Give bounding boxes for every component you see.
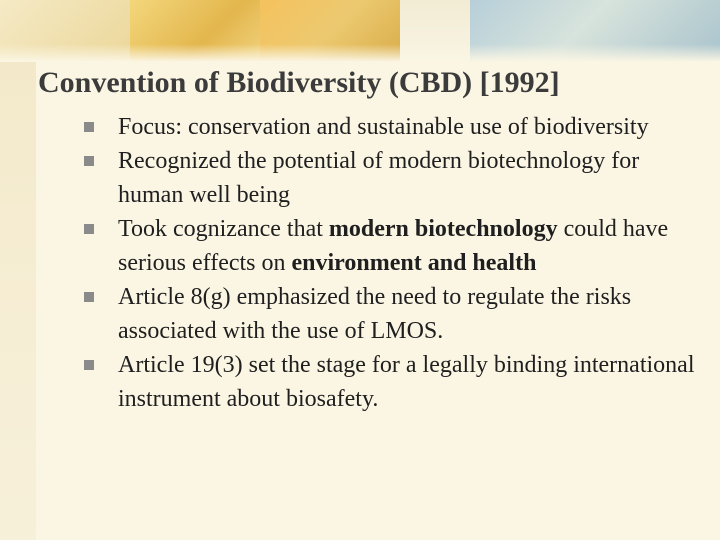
square-bullet-icon bbox=[84, 292, 94, 302]
bullet-text: Recognized the potential of modern biotechnology for human well being bbox=[118, 148, 640, 208]
bullet-item bbox=[84, 348, 704, 416]
banner-fade bbox=[0, 44, 720, 62]
bullet-text: Focus: conservation and sustainable use of biodiversity bbox=[118, 114, 649, 140]
square-bullet-icon bbox=[84, 122, 94, 132]
square-bullet-icon bbox=[84, 156, 94, 166]
decorative-banner bbox=[0, 0, 720, 62]
bullet-item bbox=[84, 212, 704, 280]
bullet-list bbox=[84, 110, 704, 416]
decorative-left-strip bbox=[0, 0, 36, 540]
bullet-text: could have serious effects on bbox=[118, 216, 669, 276]
slide-title: Convention of Biodiversity (CBD) [1992] bbox=[38, 66, 560, 99]
square-bullet-icon bbox=[84, 360, 94, 370]
bullet-item bbox=[84, 110, 704, 144]
bullet-text: Article 19(3) set the stage for a legally binding international instrument about biosafety. bbox=[118, 352, 695, 412]
square-bullet-icon bbox=[84, 224, 94, 234]
bullet-emphasis: modern biotechnology bbox=[328, 216, 558, 242]
bullet-item bbox=[84, 144, 704, 212]
bullet-text: Article 8(g) emphasized the need to regulate the risks associated with the use of LMOS. bbox=[118, 284, 632, 344]
bullet-emphasis: environment and health bbox=[291, 250, 537, 276]
bullet-text: Took cognizance that bbox=[118, 216, 329, 242]
bullet-item bbox=[84, 280, 704, 348]
